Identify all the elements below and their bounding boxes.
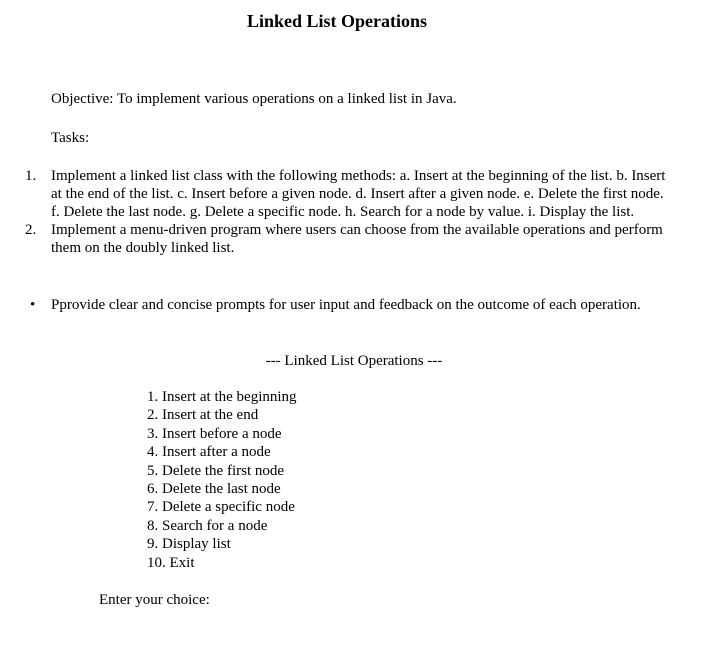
bullet-text: Pprovide clear and concise prompts for user input and feedback on the outcome of each operation. [51,297,641,313]
menu-item: 2. Insert at the end [147,407,259,424]
bullet-item [0,296,670,314]
tasks-heading: Tasks: [51,130,90,146]
document-title: Linked List Operations [246,11,428,31]
menu-item: 10. Exit [147,554,195,571]
menu-item: 7. Delete a specific node [147,499,295,516]
bullet-list [0,296,670,314]
task-item-1 [0,167,670,221]
menu-item: 4. Insert after a node [147,444,271,461]
menu-item: 5. Delete the first node [147,462,285,479]
menu-header: --- Linked List Operations --- [265,353,443,369]
menu-item: 9. Display list [147,536,231,553]
menu-item: 8. Search for a node [147,517,268,534]
numbered-task-list [0,167,670,257]
task-item-2 [0,221,670,257]
bullet-icon: • [30,297,36,313]
task-number-2: 2. [25,222,37,238]
task-text-1: Implement a linked list class with the following methods: a. Insert at the beginning of the list. b. Insert at the end of the list. c. Insert before a given node. d. Insert after a given node. e. Delete the first node. f. Delete the last node. g. Delete a specific node. h. Search for a node by value. i. Display the list. [51,168,666,220]
menu-item: 3. Insert before a node [147,425,282,442]
menu-item: 6. Delete the last node [147,480,281,497]
menu-item: 1. Insert at the beginning [147,389,297,405]
choice-prompt: Enter your choice: [99,592,210,608]
objective-text: Objective: To implement various operations on a linked list in Java. [51,91,457,107]
menu-list [147,388,297,572]
task-number-1: 1. [25,168,37,184]
task-text-2: Implement a menu-driven program where users can choose from the available operations and perform them on the doubly linked list. [51,222,663,256]
